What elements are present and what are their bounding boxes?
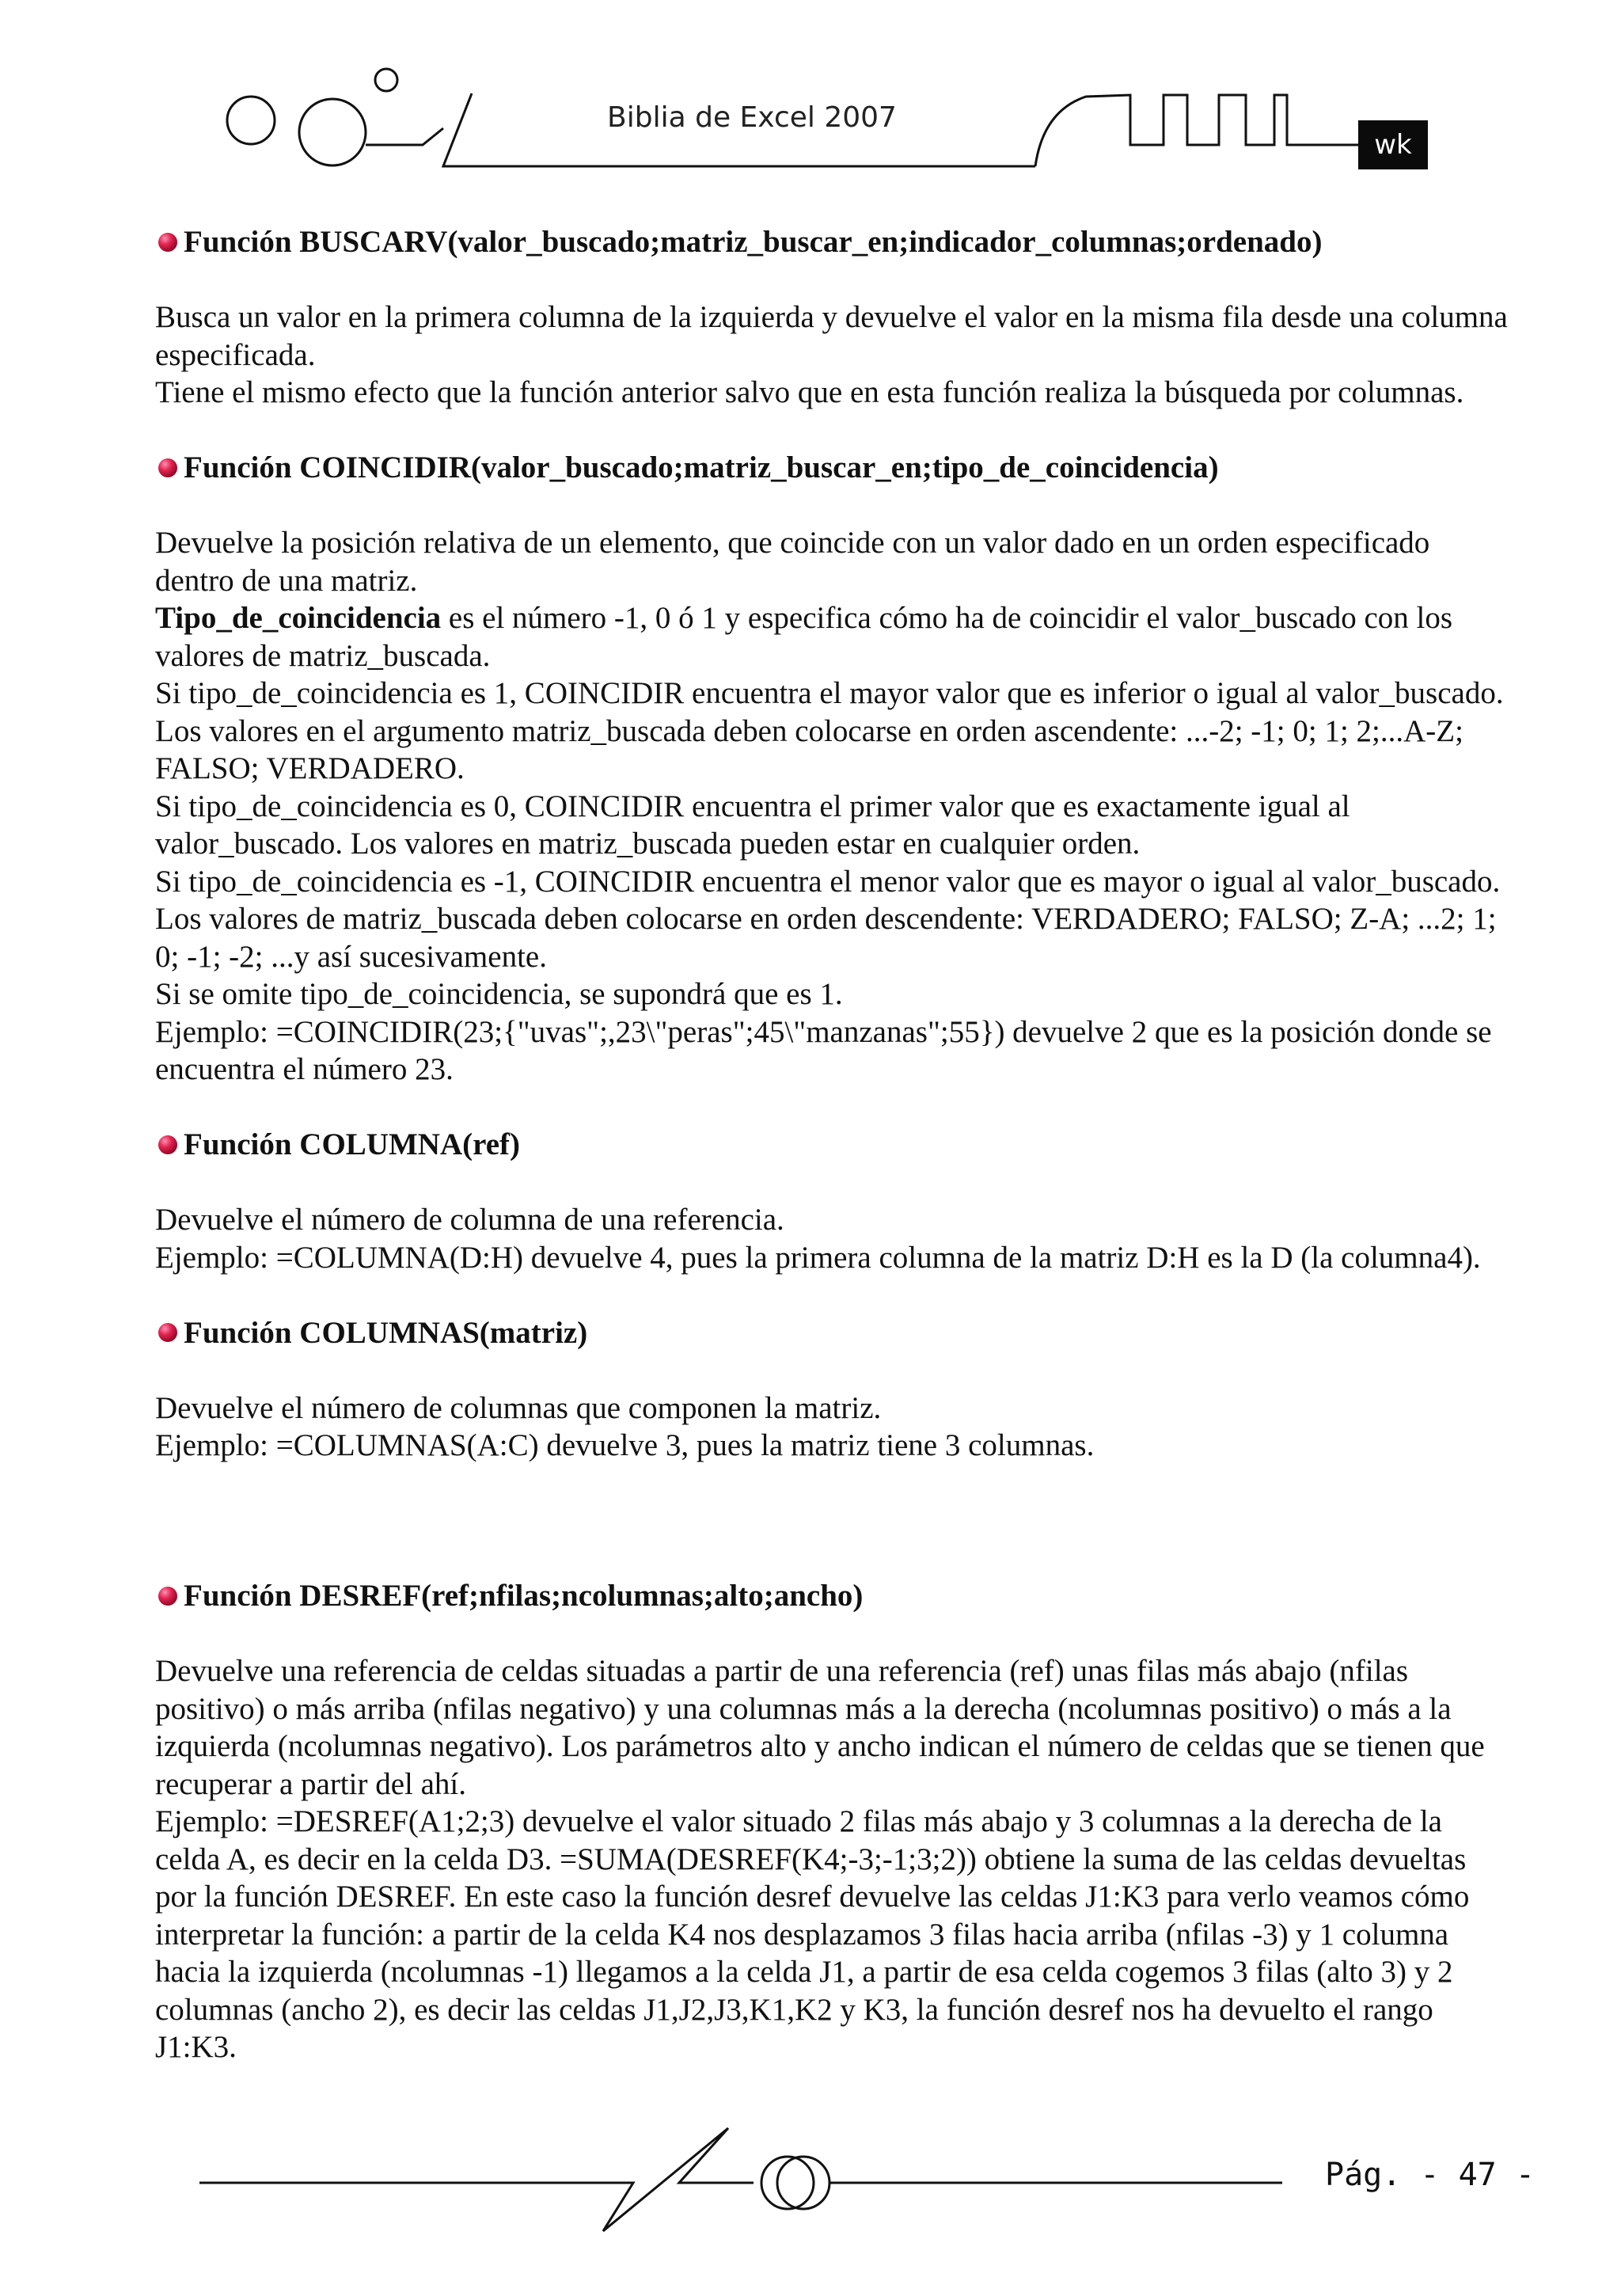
header-badge: wk [1358, 120, 1428, 169]
paragraph: Devuelve una referencia de celdas situadas a partir de una referencia (ref) unas filas más abajo (nfilas positivo) o más arriba (nfilas negativo) y una columnas más a la derecha (ncolumnas positivo) o más a la izquierda (ncolumnas negativo). Los parámetros alto y ancho indican el número de celdas que se tienen que recuperar a partir del ahí. [155, 1654, 1485, 1801]
function-heading-text: Función COLUMNA(ref) [184, 1127, 520, 1161]
page-number: Pág. - 47 - [1325, 2157, 1535, 2193]
footer-circle-left [761, 2157, 814, 2209]
footer-line-left [199, 2128, 754, 2231]
paragraph: Busca un valor en la primera columna de la izquierda y devuelve el valor en la misma fila desde una columna especificada. [155, 300, 1508, 372]
paragraph [155, 599, 1509, 675]
header-circle-small [227, 97, 275, 144]
paragraph: Si tipo_de_coincidencia es -1, COINCIDIR encuentra el menor valor que es mayor o igual al valor_buscado. Los valores de matriz_buscada deben colocarse en orden descendente: VERDADERO; FALSO; Z-A; ...2; 1; 0; -1; -2; ...y así sucesivamente. [155, 864, 1501, 974]
function-heading [155, 449, 1509, 487]
header-title: Biblia de Excel 2007 [607, 101, 897, 134]
section-desref [155, 1577, 1509, 2066]
bullet-icon [158, 233, 177, 252]
footer-circle-right [777, 2157, 829, 2209]
paragraph: Ejemplo: =COLUMNA(D:H) devuelve 4, pues la primera columna de la matriz D:H es la D (la columna4). [155, 1240, 1481, 1275]
header-circle-tiny [375, 69, 397, 91]
paragraph: Si se omite tipo_de_coincidencia, se supondrá que es 1. [155, 977, 843, 1011]
paragraph: Devuelve el número de columna de una referencia. [155, 1203, 784, 1237]
section-buscarv [155, 223, 1509, 412]
bullet-icon [158, 1587, 177, 1606]
bullet-icon [158, 1323, 177, 1342]
function-heading [155, 1314, 1509, 1352]
bold-term: Tipo_de_coincidencia [155, 601, 442, 635]
paragraph: Ejemplo: =COLUMNAS(A:C) devuelve 3, pues la matriz tiene 3 columnas. [155, 1428, 1095, 1462]
section-columnas [155, 1314, 1509, 1465]
bullet-icon [158, 1135, 177, 1154]
header-circle-large [299, 99, 366, 165]
function-heading-text: Función BUSCARV(valor_buscado;matriz_buscar_en;indicador_columnas;ordenado) [184, 225, 1323, 259]
paragraph: Ejemplo: =COINCIDIR(23;{"uvas";,23\"peras";45\"manzanas";55}) devuelve 2 que es la posición donde se encuentra el número 23. [155, 1014, 1492, 1086]
function-heading-text: Función COINCIDIR(valor_buscado;matriz_buscar_en;tipo_de_coincidencia) [184, 450, 1219, 485]
paragraph: Devuelve el número de columnas que componen la matriz. [155, 1390, 882, 1425]
function-heading-text: Función DESREF(ref;nfilas;ncolumnas;alto;ancho) [184, 1579, 864, 1613]
paragraph-text: es el número -1, 0 ó 1 y especifica cómo ha de coincidir el valor_buscado con los valores de matriz_buscada. [155, 601, 1453, 673]
function-heading-text: Función COLUMNAS(matriz) [184, 1315, 588, 1350]
paragraph: Si tipo_de_coincidencia es 1, COINCIDIR encuentra el mayor valor que es inferior o igual al valor_buscado. Los valores en el argumento matriz_buscada deben colocarse en orden ascendente: ...-2; -1; 0; 1; 2;...A-Z; FALSO; VERDADERO. [155, 676, 1504, 785]
function-heading [155, 223, 1509, 261]
paragraph: Devuelve la posición relativa de un elemento, que coincide con un valor dado en un orden especificado dentro de una matriz. [155, 526, 1430, 598]
section-coincidir [155, 449, 1509, 1089]
function-heading [155, 1126, 1509, 1164]
paragraph: Ejemplo: =DESREF(A1;2;3) devuelve el valor situado 2 filas más abajo y 3 columnas a la derecha de la celda A, es decir en la celda D3. =SUMA(DESREF(K4;-3;-1;3;2)) obtiene la suma de las celdas devueltas por la función DESREF. En este caso la función desref devuelve las celdas J1:K3 para verlo veamos cómo interpretar la función: a partir de la celda K4 nos desplazamos 3 filas hacia arriba (nfilas -3) y 1 columna hacia la izquierda (ncolumnas -1) llegamos a la celda J1, a partir de esa celda cogemos 3 filas (alto 3) y 2 columnas (ancho 2), es decir las celdas J1,J2,J3,K1,K2 y K3, la función desref nos ha devuelto el rango J1:K3. [155, 1804, 1470, 2064]
document-body [155, 223, 1509, 2066]
bullet-icon [158, 458, 177, 477]
paragraph: Tiene el mismo efecto que la función anterior salvo que en esta función realiza la búsqueda por columnas. [155, 375, 1464, 409]
header-wave-line [1035, 95, 1358, 166]
function-heading [155, 1577, 1509, 1615]
section-columna [155, 1126, 1509, 1276]
paragraph: Si tipo_de_coincidencia es 0, COINCIDIR encuentra el primer valor que es exactamente igual al valor_buscado. Los valores en matriz_buscada pueden estar en cualquier orden. [155, 789, 1350, 861]
